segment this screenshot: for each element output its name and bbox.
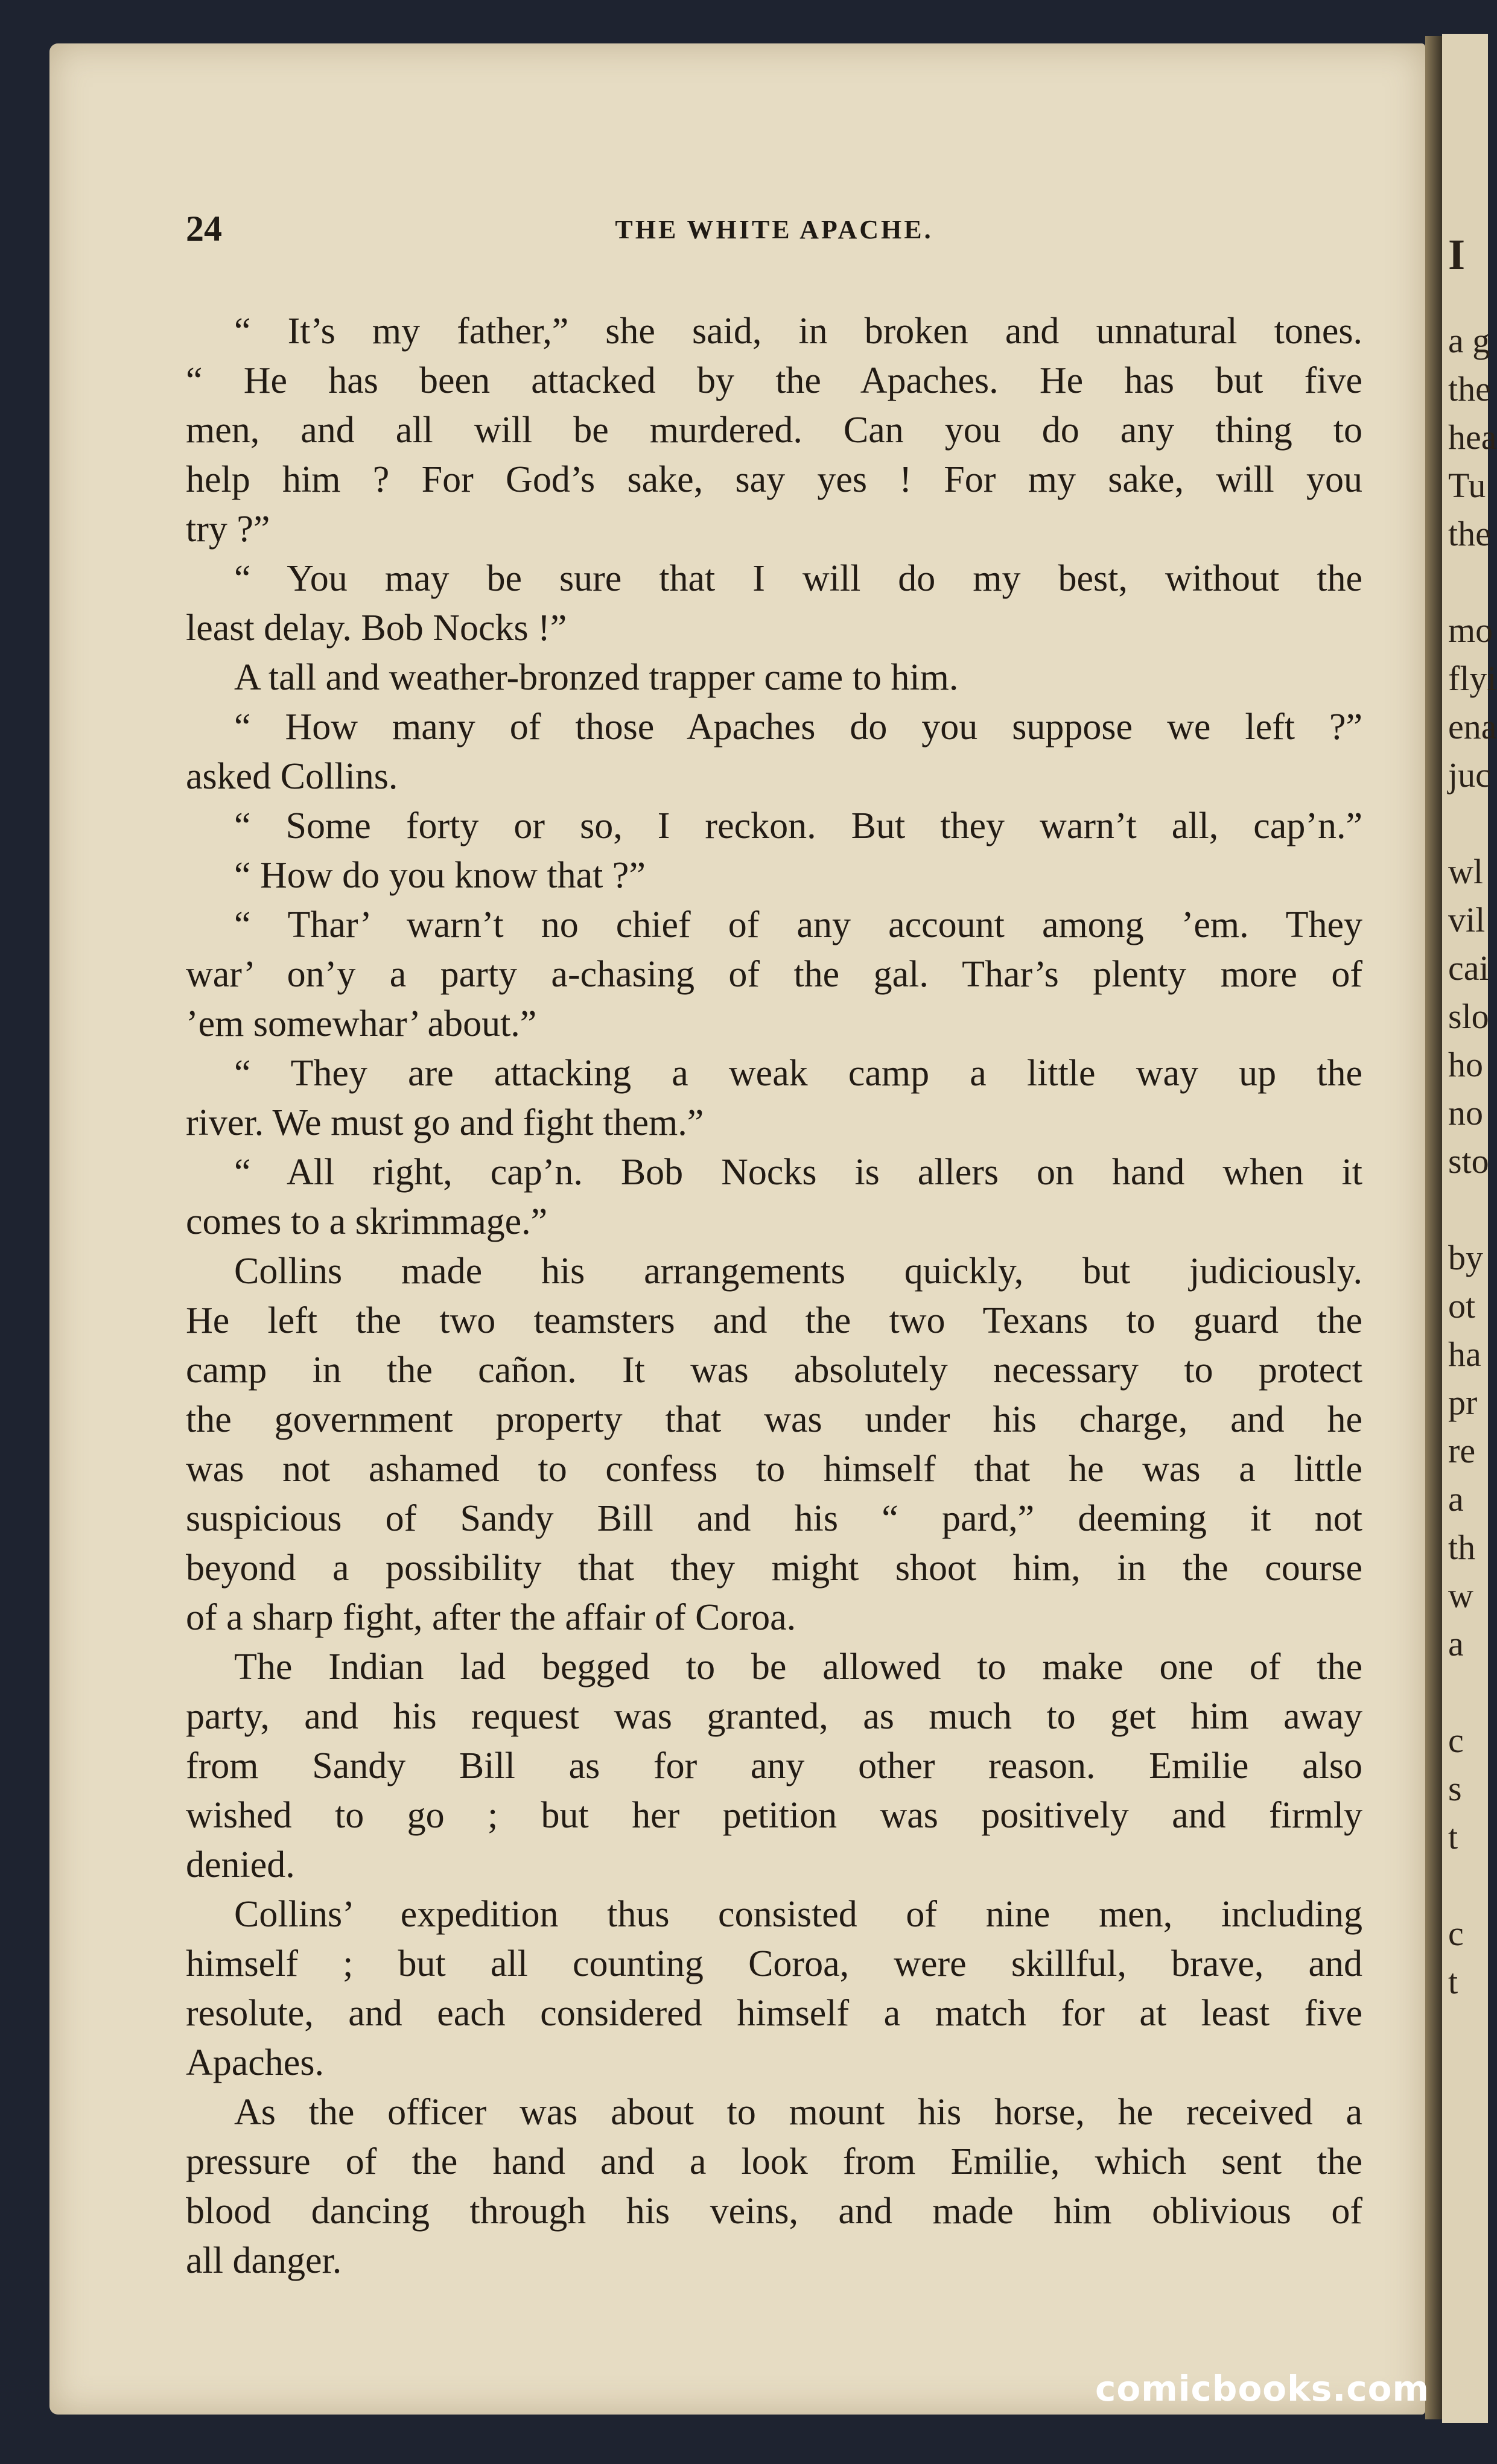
text-line: river. We must go and fight them.” bbox=[186, 1102, 704, 1143]
text-line: all danger. bbox=[186, 2240, 342, 2281]
facing-page-fragment: s bbox=[1448, 1769, 1462, 1808]
facing-page-fragment: re bbox=[1448, 1431, 1476, 1470]
text-line: The Indian lad begged to be allowed to make one of the bbox=[234, 1646, 1362, 1688]
text-line: try ?” bbox=[186, 509, 270, 550]
facing-page-fragment: cai bbox=[1448, 948, 1489, 988]
text-line: blood dancing through his veins, and made him oblivious of bbox=[186, 2191, 1362, 2232]
running-title: THE WHITE APACHE. bbox=[615, 215, 933, 244]
facing-page-fragment: by bbox=[1448, 1238, 1483, 1277]
facing-page-fragment: pr bbox=[1448, 1383, 1478, 1422]
text-line: pressure of the hand and a look from Emilie, which sent the bbox=[186, 2141, 1362, 2182]
facing-page-fragment: the bbox=[1448, 514, 1491, 553]
facing-page-fragment: c bbox=[1448, 1914, 1464, 1953]
text-line: Apaches. bbox=[186, 2042, 324, 2083]
text-line: He left the two teamsters and the two Texans to guard the bbox=[186, 1300, 1362, 1341]
facing-page-fragment: a g bbox=[1448, 321, 1490, 360]
text-line: comes to a skrimmage.” bbox=[186, 1201, 548, 1242]
facing-page-fragment: the bbox=[1448, 369, 1491, 408]
facing-page-fragment: no bbox=[1448, 1093, 1483, 1132]
facing-page-fragment: sto bbox=[1448, 1142, 1489, 1181]
facing-page-fragment: hea bbox=[1448, 418, 1497, 457]
facing-page-fragment: ena bbox=[1448, 707, 1497, 746]
facing-page-fragment: slo bbox=[1448, 997, 1489, 1036]
text-line: Collins made his arrangements quickly, but judiciously. bbox=[234, 1251, 1362, 1292]
text-line: denied. bbox=[186, 1844, 295, 1885]
text-line: “ Thar’ warn’t no chief of any account among ’em. They bbox=[234, 904, 1362, 945]
text-line: As the officer was about to mount his horse, he received a bbox=[234, 2092, 1362, 2133]
text-line: resolute, and each considered himself a match for at least five bbox=[186, 1993, 1362, 2034]
text-line: from Sandy Bill as for any other reason. Emilie also bbox=[186, 1745, 1362, 1786]
facing-page-fragment: c bbox=[1448, 1721, 1464, 1760]
text-line: Collins’ expedition thus consisted of nine men, including bbox=[234, 1894, 1362, 1935]
text-line: ’em somewhar’ about.” bbox=[186, 1003, 537, 1044]
page-number: 24 bbox=[186, 209, 222, 249]
book-gutter bbox=[1425, 36, 1442, 2419]
facing-page-fragment: ha bbox=[1448, 1335, 1481, 1374]
facing-page-fragment: wl bbox=[1448, 852, 1483, 891]
text-line: least delay. Bob Nocks !” bbox=[186, 608, 567, 649]
text-line: “ They are attacking a weak camp a little way up the bbox=[234, 1053, 1362, 1094]
facing-page-fragment: a bbox=[1448, 1624, 1464, 1663]
text-line: “ All right, cap’n. Bob Nocks is allers on hand when it bbox=[234, 1152, 1362, 1193]
site-watermark: comicbooks.com bbox=[1095, 2368, 1429, 2409]
facing-page-fragment: w bbox=[1448, 1576, 1473, 1615]
text-line: help him ? For God’s sake, say yes ! For my sake, will you bbox=[186, 459, 1362, 500]
text-line: “ How do you know that ?” bbox=[234, 855, 646, 896]
body-text bbox=[186, 306, 1362, 2316]
text-line: “ It’s my father,” she said, in broken and unnatural tones. bbox=[234, 311, 1362, 352]
facing-page-fragment: a bbox=[1448, 1479, 1464, 1519]
text-line: men, and all will be murdered. Can you do any thing to bbox=[186, 410, 1362, 451]
facing-page-fragment: th bbox=[1448, 1528, 1476, 1567]
facing-page-fragment: I bbox=[1448, 230, 1466, 279]
text-line: “ How many of those Apaches do you suppose we left ?” bbox=[234, 706, 1362, 748]
facing-page-fragment: ho bbox=[1448, 1045, 1483, 1084]
facing-page-fragment: flyi bbox=[1448, 659, 1497, 698]
text-line: beyond a possibility that they might shoot him, in the course bbox=[186, 1548, 1362, 1589]
facing-page-fragment: ot bbox=[1448, 1286, 1476, 1326]
facing-page-fragment: mo bbox=[1448, 611, 1493, 650]
facing-page-edge bbox=[1442, 34, 1497, 2423]
text-line: “ Some forty or so, I reckon. But they warn’t all, cap’n.” bbox=[234, 805, 1362, 846]
text-line: the government property that was under his charge, and he bbox=[186, 1399, 1362, 1440]
text-line: wished to go ; but her petition was positively and firmly bbox=[186, 1795, 1362, 1836]
text-line: war’ on’y a party a-chasing of the gal. Thar’s plenty more of bbox=[186, 954, 1362, 995]
facing-page-fragment: t bbox=[1448, 1962, 1458, 2001]
text-line: “ He has been attacked by the Apaches. He has but five bbox=[186, 360, 1362, 401]
facing-page-fragment: t bbox=[1448, 1817, 1458, 1856]
text-line: camp in the cañon. It was absolutely necessary to protect bbox=[186, 1350, 1362, 1391]
text-line: A tall and weather-bronzed trapper came to him. bbox=[234, 657, 959, 698]
facing-page-fragment: Tu bbox=[1448, 466, 1486, 505]
page-header bbox=[186, 208, 1362, 262]
text-line: asked Collins. bbox=[186, 756, 398, 797]
facing-page-fragment: juc bbox=[1448, 755, 1491, 795]
facing-page-fragment: vil bbox=[1448, 900, 1486, 939]
text-line: suspicious of Sandy Bill and his “ pard,” deeming it not bbox=[186, 1498, 1362, 1539]
text-line: “ You may be sure that I will do my best, without the bbox=[234, 558, 1362, 599]
text-line: of a sharp fight, after the affair of Coroa. bbox=[186, 1597, 796, 1638]
text-line: was not ashamed to confess to himself that he was a little bbox=[186, 1449, 1362, 1490]
text-line: himself ; but all counting Coroa, were skillful, brave, and bbox=[186, 1943, 1362, 1984]
text-line: party, and his request was granted, as much to get him away bbox=[186, 1696, 1362, 1737]
